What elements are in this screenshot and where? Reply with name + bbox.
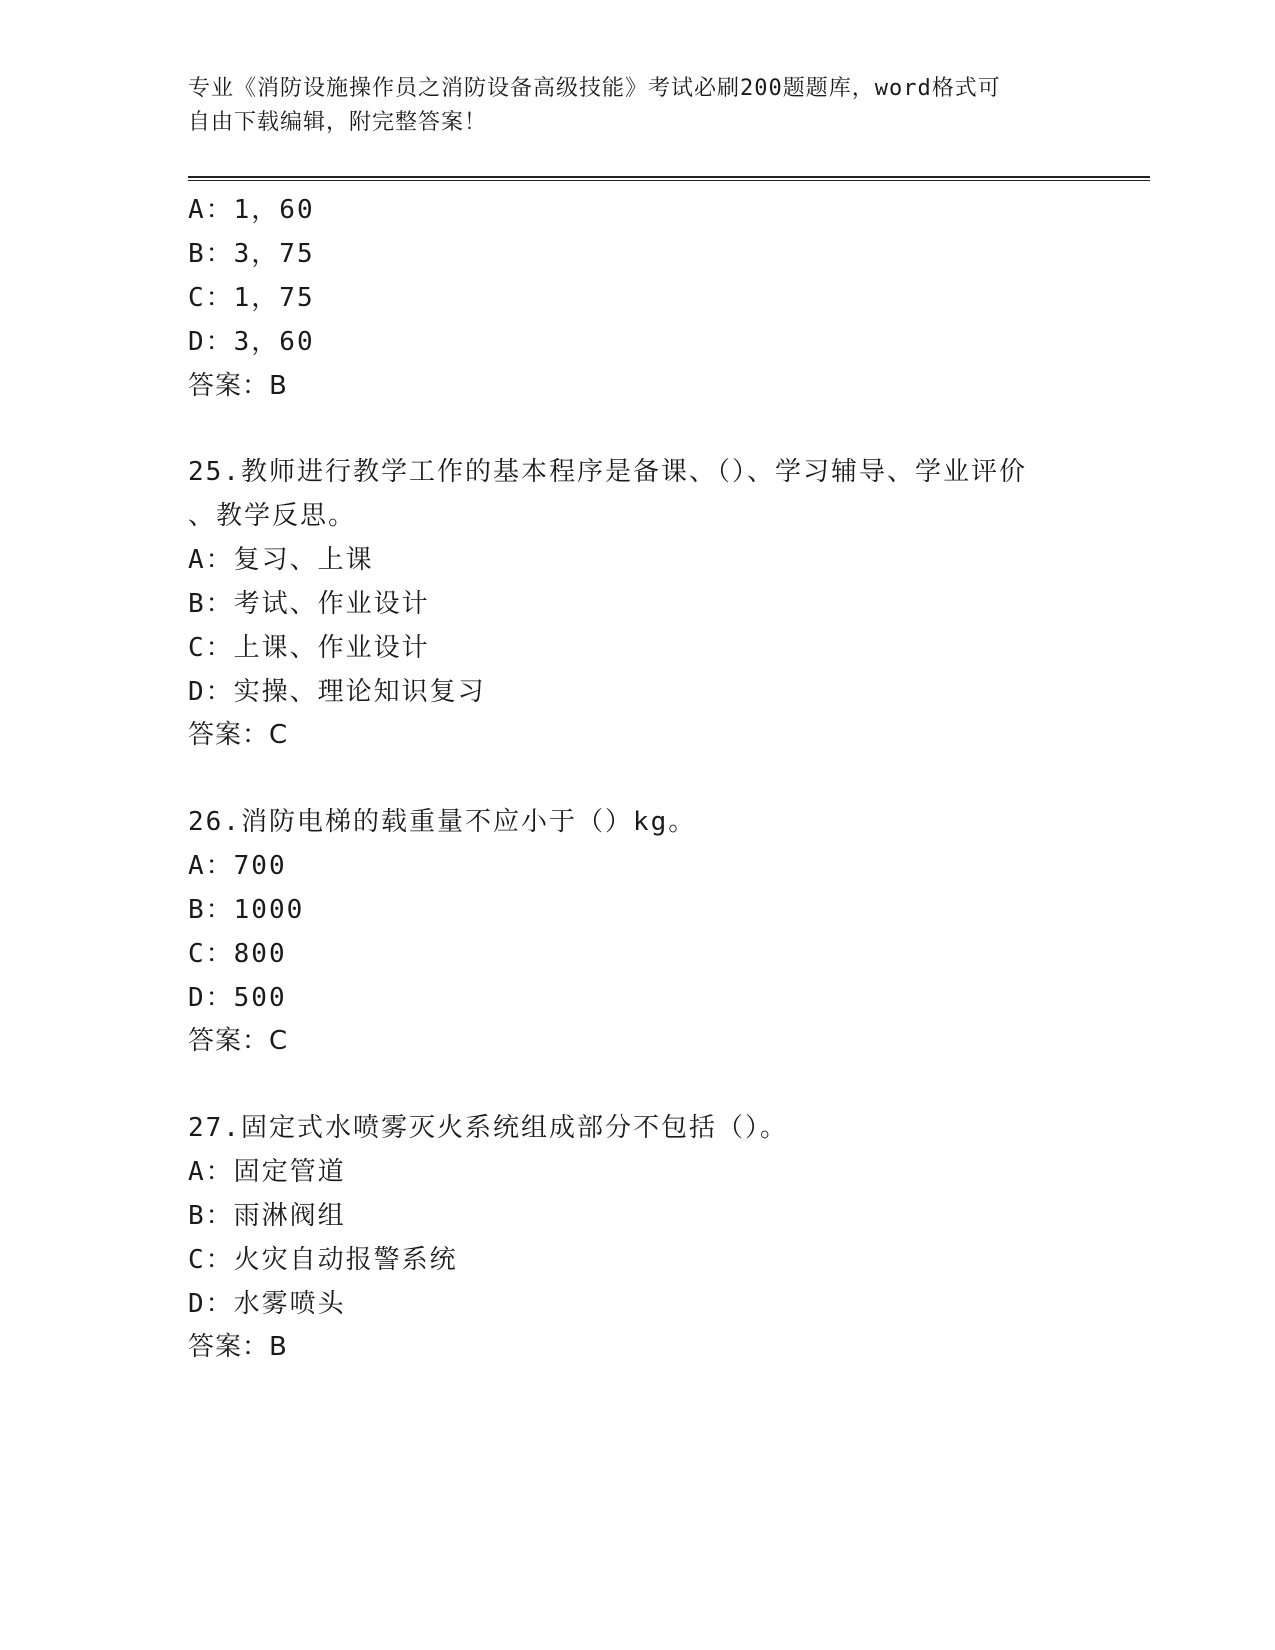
q25-answer: 答案：C [188,720,289,750]
q25-option-d: D：实操、理论知识复习 [188,677,486,707]
q26-option-c: C：800 [188,939,287,969]
q24-option-b: B：3，75 [188,239,315,269]
q25-question-line-2: 、教学反思。 [188,501,357,531]
q24-answer: 答案：B [188,371,288,401]
q27-option-d: D：水雾喷头 [188,1289,346,1319]
q24-option-d: D：3，60 [188,327,315,357]
q24-option-c: C：1，75 [188,283,315,313]
q26-answer: 答案：C [188,1026,289,1056]
header-line-1: 专业《消防设施操作员之消防设备高级技能》考试必刷200题题库，word格式可 [188,76,1001,101]
q24-option-a: A：1，60 [188,195,315,225]
q26-option-a: A：700 [188,851,287,881]
q27-question: 27.固定式水喷雾灭火系统组成部分不包括（）。 [188,1113,788,1143]
q26-option-d: D：500 [188,983,287,1013]
q26-question: 26.消防电梯的载重量不应小于（）kg。 [188,807,697,837]
q25-option-b: B：考试、作业设计 [188,589,430,619]
header-line-2: 自由下载编辑，附完整答案！ [188,110,488,135]
q27-option-c: C：火灾自动报警系统 [188,1245,458,1275]
q27-option-b: B：雨淋阀组 [188,1201,346,1231]
q25-option-a: A：复习、上课 [188,545,374,575]
q25-question-line-1: 25.教师进行教学工作的基本程序是备课、（）、学习辅导、学业评价 [188,457,1027,487]
header-divider [188,176,1150,181]
document-header [188,72,1088,140]
q27-answer: 答案：B [188,1332,288,1362]
q27-option-a: A：固定管道 [188,1157,346,1187]
q26-option-b: B：1000 [188,895,305,925]
q25-option-c: C：上课、作业设计 [188,633,430,663]
